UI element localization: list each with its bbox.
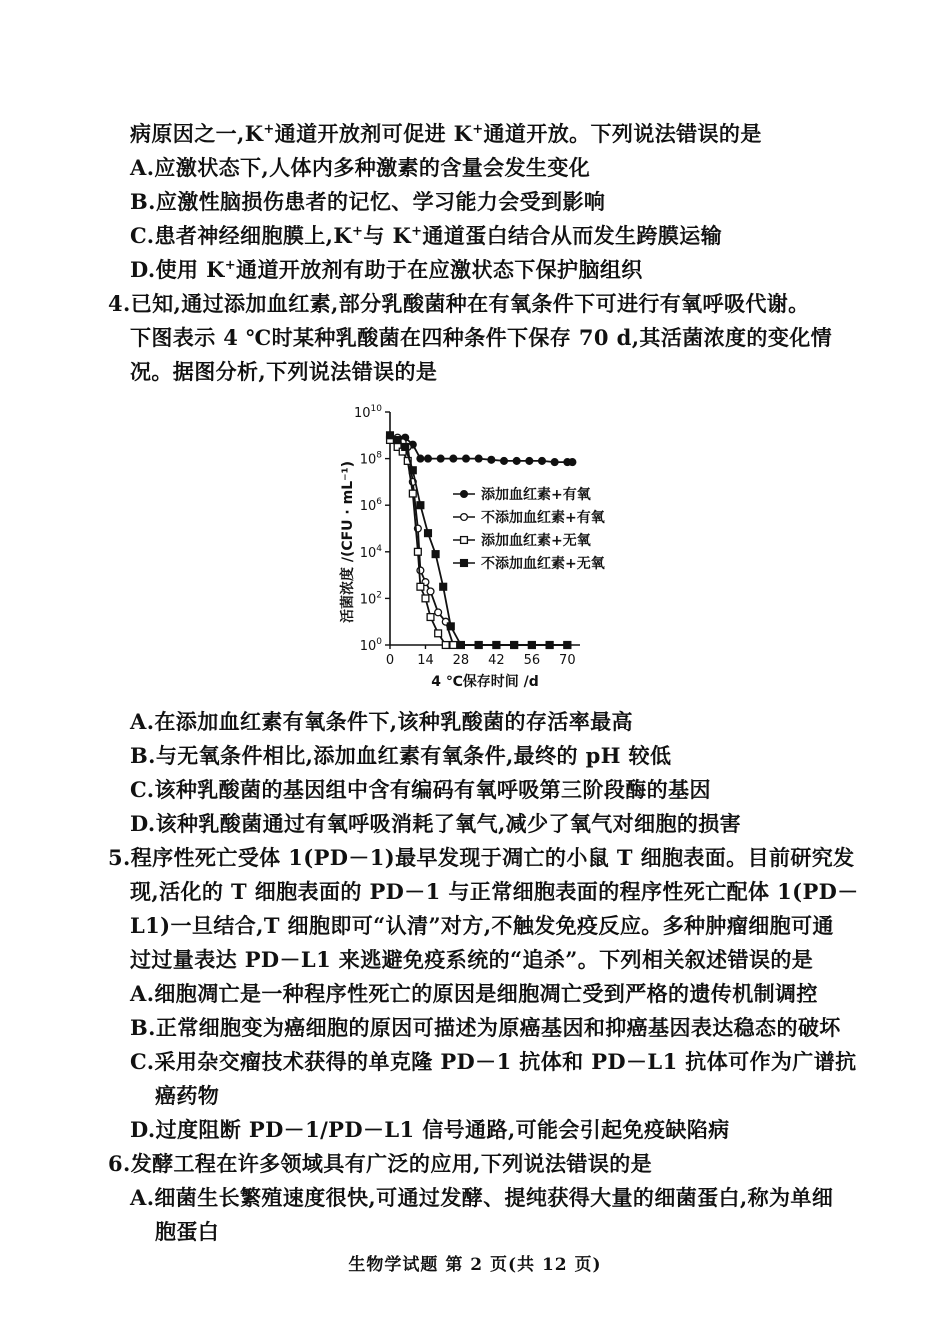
q4-option-a: A.在添加血红素有氧条件下,该种乳酸菌的存活率最高 [130,709,633,734]
y-tick-exponent: 6 [376,497,382,508]
q3-option-a: A.应激状态下,人体内多种激素的含量会发生变化 [130,155,591,180]
x-tick-label: 42 [488,653,505,668]
data-point [437,455,444,462]
data-point [422,595,429,602]
q3-option-b: B.应激性脑损伤患者的记忆、学习能力会受到影响 [130,189,606,214]
q4-option-d: D.该种乳酸菌通过有氧呼吸消耗了氧气,减少了氧气对细胞的损害 [130,811,742,836]
q3-option-d [130,255,643,285]
data-point [546,642,553,649]
data-point [461,537,468,544]
y-tick-label [360,637,383,654]
q3-option-c [130,221,722,251]
legend-item [453,509,606,526]
data-point [539,458,546,465]
data-point [442,642,449,649]
data-point [551,459,558,466]
q3-option-c-c: 通道蛋白结合从而发生跨膜运输 [422,223,722,248]
y-axis-title [339,461,356,623]
data-point [450,642,457,649]
q3-intro-line [130,119,762,149]
data-point [387,432,394,439]
x-tick-label: 0 [385,653,395,668]
data-point [394,437,401,444]
data-point [402,444,409,451]
y-tick-base: 10 [354,406,371,421]
data-point [417,567,424,574]
legend-label: 添加血红素+无氧 [481,533,591,549]
data-point [526,458,533,465]
q3-intro-c: 通道开放。下列说法错误的是 [483,121,762,146]
y-tick-label [360,590,382,607]
data-point [435,609,442,616]
y-tick-label [360,451,383,468]
legend-item [453,532,592,549]
legend-label: 不添加血红素+有氧 [481,510,605,526]
potassium-superscript: + [352,224,364,239]
potassium-superscript: + [224,258,237,273]
legend-label: 添加血红素+有氧 [481,487,591,503]
q5-option-d: D.过度阻断 PD－1/PD－L1 信号通路,可能会引起免疫缺陷病 [130,1117,730,1142]
data-point [475,455,482,462]
data-point [417,455,424,462]
data-point [461,514,468,521]
x-tick-label: 14 [417,653,434,668]
x-tick-label: 28 [452,653,470,668]
chart-legend [453,486,606,572]
q6-option-a-line1: A.细菌生长繁殖速度很快,可通过发酵、提纯获得大量的细菌蛋白,称为单细 [130,1185,834,1210]
y-tick-base: 10 [359,499,377,515]
potassium-superscript: + [472,122,484,137]
y-tick-label [360,497,383,514]
q5-stem-line1: 5.程序性死亡受体 1(PD－1)最早发现于凋亡的小鼠 T 细胞表面。目前研究发 [108,845,855,870]
data-point [513,458,520,465]
y-tick-exponent: 2 [376,590,382,601]
y-tick-exponent: 8 [376,450,382,461]
data-point [435,630,442,637]
data-point [440,583,447,590]
legend-item [453,486,592,503]
viability-chart [330,392,660,697]
q6-option-a-line2: 胞蛋白 [155,1219,220,1244]
series-1 [387,434,576,465]
data-point [501,458,508,465]
q6-stem: 6.发酵工程在许多领域具有广泛的应用,下列说法错误的是 [108,1151,653,1176]
data-point [409,467,416,474]
data-point [511,642,518,649]
y-tick-exponent: 0 [376,637,382,647]
page-footer: 生物学试题 第 2 页(共 12 页) [348,1255,602,1275]
data-point [458,642,465,649]
data-point [450,455,457,462]
q5-stem-line2: 现,活化的 T 细胞表面的 PD－1 与正常细胞表面的程序性死亡配体 1(PD－ [130,879,859,904]
q4-stem-line2: 下图表示 4 ℃时某种乳酸菌在四种条件下保存 70 d,其活菌浓度的变化情 [130,325,833,350]
q5-option-a: A.细胞凋亡是一种程序性死亡的原因是细胞凋亡受到严格的遗传机制调控 [130,981,818,1006]
data-point [493,642,500,649]
data-point [564,642,571,649]
data-point [427,588,434,595]
data-point [414,548,421,555]
y-axis-label: 活菌浓度 /(CFU · mL⁻¹) [340,460,356,624]
legend-item [453,555,606,572]
x-tick-label: 56 [523,653,541,668]
data-point [488,456,495,463]
data-point [417,502,424,509]
q3-option-c-a: C.患者神经细胞膜上,K [130,223,353,248]
y-tick-base: 10 [359,639,377,654]
data-point [409,490,416,497]
q4-stem-line1: 4.已知,通过添加血红素,部分乳酸菌种在有氧条件下可进行有氧呼吸代谢。 [108,291,810,316]
x-axis-label: 4 ℃保存时间 /d [431,674,539,690]
q3-intro-b: 通道开放剂可促进 K [274,121,473,146]
data-point [475,642,482,649]
legend-label: 不添加血红素+无氧 [481,556,605,572]
y-tick-label [354,404,382,421]
data-point [432,551,439,558]
y-tick-label [360,544,383,561]
q5-stem-line3: L1)一旦结合,T 细胞即可“认清”对方,不触发免疫反应。多种肿瘤细胞可通 [130,913,834,938]
y-tick-base: 10 [359,452,377,468]
data-point [463,455,470,462]
data-point [461,491,468,498]
data-point [425,530,432,537]
data-point [417,583,424,590]
data-point [528,642,535,649]
q3-option-c-b: 与 K [363,223,412,248]
potassium-superscript: + [263,122,275,137]
q3-option-d-b: 通道开放剂有助于在应激状态下保护脑组织 [236,257,643,282]
x-tick-label: 70 [559,653,576,668]
q4-option-b: B.与无氧条件相比,添加血红素有氧条件,最终的 pH 较低 [130,743,672,768]
q4-stem-line3: 况。据图分析,下列说法错误的是 [130,359,438,384]
q5-option-c-line2: 癌药物 [155,1083,220,1108]
data-point [427,614,434,621]
y-tick-base: 10 [359,592,377,608]
q5-stem-line4: 过过量表达 PD－L1 来逃避免疫系统的“追杀”。下列相关叙述错误的是 [130,947,814,972]
data-point [461,560,468,567]
y-tick-exponent: 10 [370,404,382,414]
q5-option-b: B.正常细胞变为癌细胞的原因可描述为原癌基因和抑癌基因表达稳态的破坏 [130,1015,841,1040]
q4-option-c: C.该种乳酸菌的基因组中含有编码有氧呼吸第三阶段酶的基因 [130,777,711,802]
q5-option-c-line1: C.采用杂交瘤技术获得的单克隆 PD－1 抗体和 PD－L1 抗体可作为广谱抗 [130,1049,857,1074]
q3-intro-a: 病原因之一,K [130,121,264,146]
y-tick-exponent: 4 [376,543,382,554]
y-tick-base: 10 [359,545,377,561]
q3-option-d-a: D.使用 K [130,257,225,282]
potassium-superscript: + [411,224,423,239]
data-point [425,455,432,462]
data-point [569,459,576,466]
data-point [447,623,454,630]
